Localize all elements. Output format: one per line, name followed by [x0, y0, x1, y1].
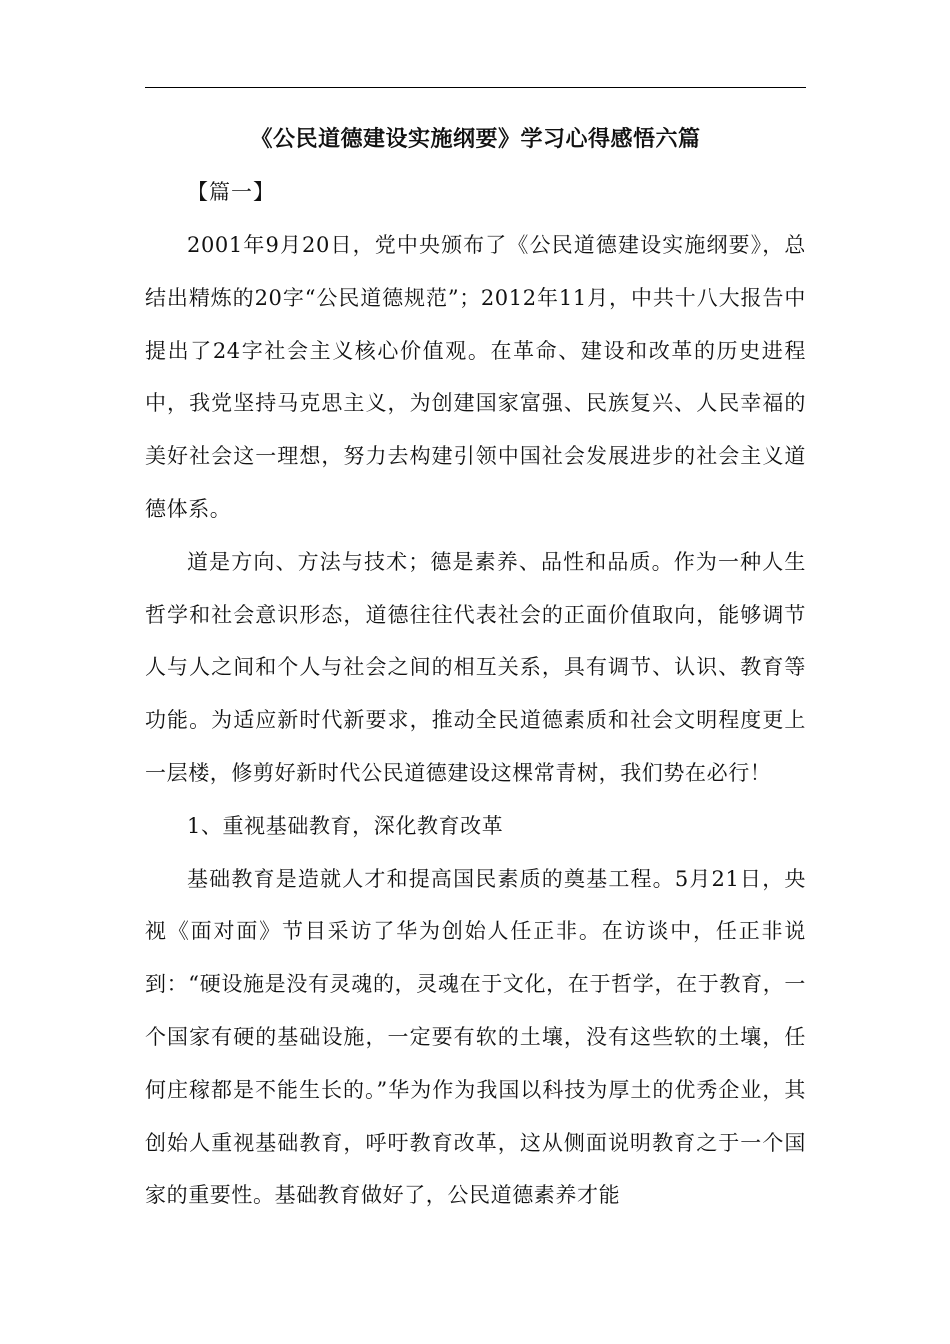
document-title: 《公民道德建设实施纲要》学习心得感悟六篇 [250, 126, 701, 152]
subheading-1: 1、重视基础教育，深化教育改革 [187, 813, 504, 838]
section-label: 【篇一】 [187, 180, 275, 204]
header-rule [145, 87, 806, 88]
paragraph-2: 道是方向、方法与技术；德是素养、品性和品质。作为一种人生哲学和社会意识形态，道德往往代表社会的正面价值取向，能够调节人与人之间和个人与社会之间的相互关系，具有调节、认识、教育等功能。为适应新时代新要求，推动全民道德素质和社会文明程度更上一层楼，修剪好新时代公民道德建设这棵常青树，我们势在必行！ [145, 549, 806, 785]
document-body [145, 112, 806, 1222]
paragraph-1: 2001年9月20日，党中央颁布了《公民道德建设实施纲要》，总结出精炼的20字“公民道德规范”；2012年11月，中共十八大报告中提出了24字社会主义核心价值观。在革命、建设和改革的历史进程中，我党坚持马克思主义，为创建国家富强、民族复兴、人民幸福的美好社会这一理想，努力去构建引领中国社会发展进步的社会主义道德体系。 [145, 233, 806, 521]
paragraph-3: 基础教育是造就人才和提高国民素质的奠基工程。5月21日，央视《面对面》节目采访了华为创始人任正非。在访谈中，任正非说到：“硬设施是没有灵魂的，灵魂在于文化，在于哲学，在于教育，一个国家有硬的基础设施，一定要有软的土壤，没有这些软的土壤，任何庄稼都是不能生长的。”华为作为我国以科技为厚土的优秀企业，其创始人重视基础教育，呼吁教育改革，这从侧面说明教育之于一个国家的重要性。基础教育做好了，公民道德素养才能 [145, 866, 806, 1208]
